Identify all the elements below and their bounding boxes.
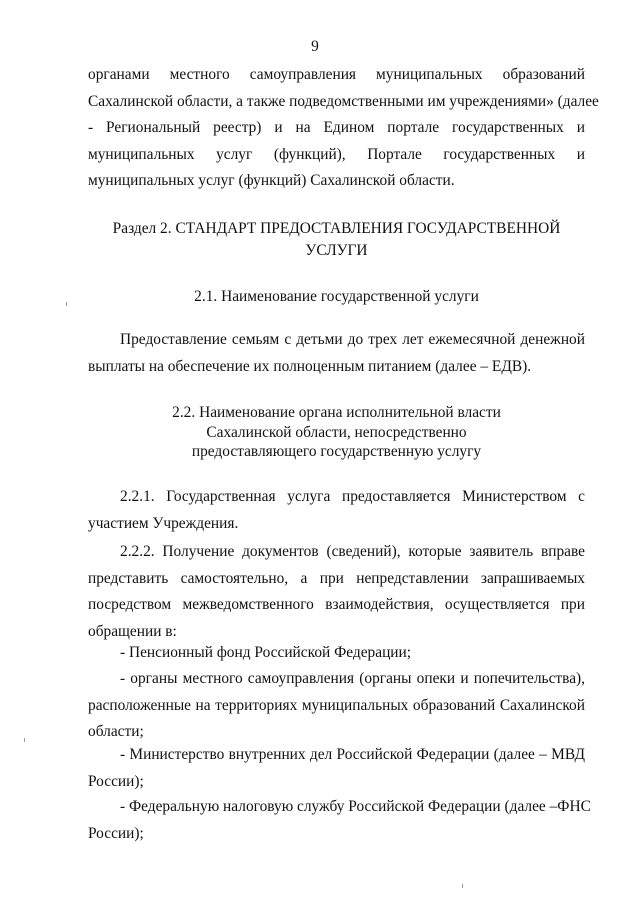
paragraph-2-1 [88, 327, 585, 380]
text-line: органами местного самоуправления муниципальных образований [88, 66, 585, 83]
text-line: России); [88, 772, 144, 790]
section-title-line: УСЛУГИ [305, 242, 368, 259]
intro-paragraph [88, 62, 599, 195]
subsection-heading-line: 2.2. Наименование органа исполнительной власти [172, 404, 501, 421]
text-line: расположенные на территориях муниципальных образований Сахалинской [88, 696, 585, 714]
text-line: участием Учреждения. [88, 514, 239, 532]
subsection-heading-2-2 [88, 403, 585, 462]
text-line: - Министерство внутренних дел Российской Федерации (далее – МВД [120, 746, 585, 763]
list-item-fns [88, 794, 591, 847]
text-line: представить самостоятельно, а при непредставлении запрашиваемых [88, 569, 585, 587]
text-line: Предоставление семьям с детьми до трех лет ежемесячной денежной [120, 331, 585, 348]
subsection-heading-2-1 [88, 286, 585, 308]
text-line: области; [88, 723, 144, 740]
text-line: муниципальных услуг (функций), Портале государственных и [88, 145, 585, 163]
list-item-pfr [88, 640, 585, 667]
text-line: муниципальных услуг (функций) Сахалинской области. [88, 172, 455, 189]
text-line: 2.2.1. Государственная услуга предоставляется Министерством с [120, 488, 585, 505]
text-line: - Региональный реестр) и на Едином портале государственных и [88, 119, 585, 136]
paragraph-2-2-1 [88, 484, 585, 537]
subsection-heading-line: Сахалинской области, непосредственно [206, 423, 467, 441]
text-line: - Федеральную налоговую службу Российской Федерации (далее –ФНС [120, 798, 591, 815]
paragraph-2-2-2 [88, 539, 585, 645]
list-item: - Пенсионный фонд Российской Федерации; [120, 644, 412, 661]
text-line: 2.2.2. Получение документов (сведений), которые заявитель вправе [120, 543, 585, 560]
text-line: Сахалинской области, а также подведомственными им учреждениями» (далее [88, 92, 599, 110]
scan-speck [66, 302, 67, 306]
section-title [88, 218, 585, 262]
subsection-heading-line: 2.1. Наименование государственной услуги [194, 288, 479, 305]
list-item-omsu [88, 666, 585, 746]
list-item-mvd [88, 742, 585, 795]
text-line: выплаты на обеспечение их полноценным питанием (далее – ЕДВ). [88, 357, 532, 375]
section-title-line: Раздел 2. СТАНДАРТ ПРЕДОСТАВЛЕНИЯ ГОСУДАРСТВЕННОЙ [112, 220, 561, 237]
text-line: обращении в: [88, 622, 177, 640]
text-line: России); [88, 824, 144, 842]
text-line: посредством межведомственного взаимодействия, осуществляется при [88, 596, 585, 613]
text-line: - органы местного самоуправления (органы опеки и попечительства), [120, 670, 585, 687]
subsection-heading-line: предоставляющего государственную услугу [191, 443, 482, 460]
page-number: 9 [311, 38, 319, 55]
scan-speck [24, 738, 25, 742]
scan-speck [462, 884, 463, 888]
